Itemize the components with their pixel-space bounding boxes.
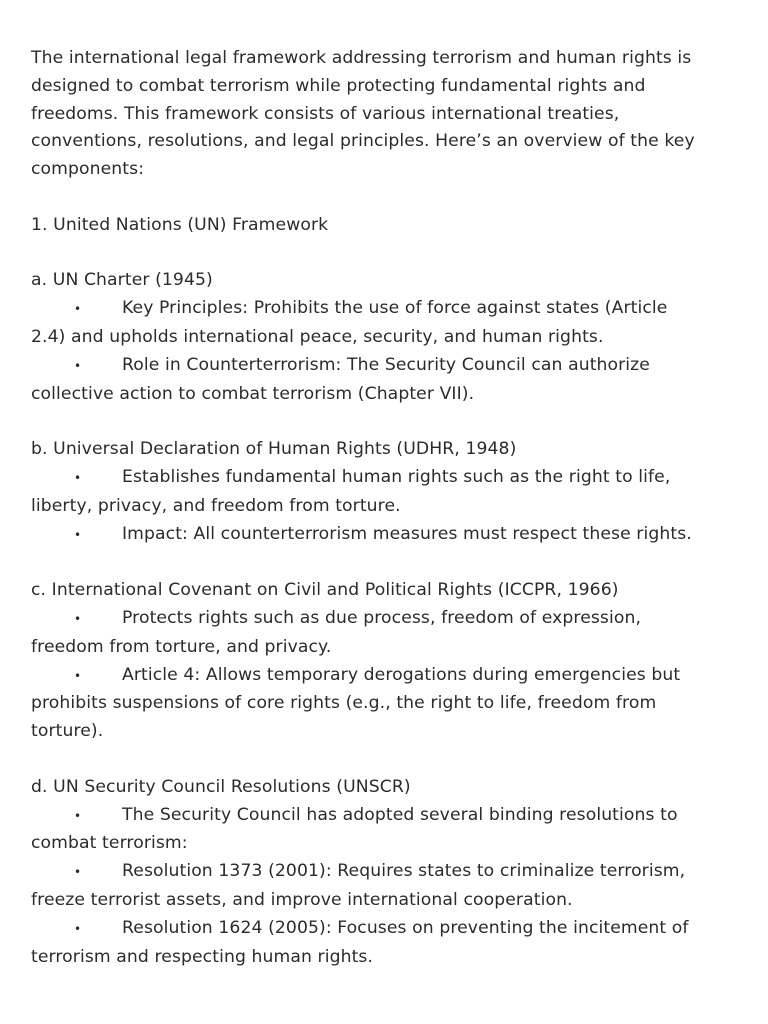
bullet-text: Protects rights such as due process, freedom of expression, xyxy=(122,607,642,628)
spacer xyxy=(31,408,731,436)
bullet-text: Article 4: Allows temporary derogations during emergencies but xyxy=(122,664,681,685)
subsection-iccpr xyxy=(31,577,731,746)
intro-line: designed to combat terrorism while protecting fundamental rights and xyxy=(31,75,646,96)
subsection-heading: c. International Covenant on Civil and Political Rights (ICCPR, 1966) xyxy=(31,580,619,601)
bullet-continuation: combat terrorism: xyxy=(31,833,188,854)
section-heading: 1. United Nations (UN) Framework xyxy=(31,214,329,235)
bullet-text: Establishes fundamental human rights such as the right to life, xyxy=(122,466,671,487)
intro-line: The international legal framework addressing terrorism and human rights is xyxy=(31,48,692,68)
bullet-continuation: freedom from torture, and privacy. xyxy=(31,636,332,657)
bullet-continuation: liberty, privacy, and freedom from torture. xyxy=(31,495,401,516)
bullet-dot: • xyxy=(74,668,82,683)
subsection-heading: d. UN Security Council Resolutions (UNSCR) xyxy=(31,776,411,797)
bullet-dot: • xyxy=(74,470,82,485)
bullet-item xyxy=(31,521,731,550)
bullet-dot: • xyxy=(74,358,82,373)
intro-line: components: xyxy=(31,159,145,180)
subsection-heading: b. Universal Declaration of Human Rights (UDHR, 1948) xyxy=(31,439,517,460)
bullet-continuation: prohibits suspensions of core rights (e.g., the right to life, freedom from xyxy=(31,693,657,714)
document-body xyxy=(31,45,731,971)
subsection-un-charter xyxy=(31,267,731,408)
intro-paragraph xyxy=(31,45,731,184)
bullet-text: The Security Council has adopted several binding resolutions to xyxy=(122,804,678,825)
bullet-continuation: torture). xyxy=(31,721,104,742)
bullet-continuation: 2.4) and upholds international peace, security, and human rights. xyxy=(31,326,604,347)
subsection-unscr xyxy=(31,774,731,972)
spacer xyxy=(31,184,731,212)
bullet-item xyxy=(31,662,731,746)
spacer xyxy=(31,746,731,774)
spacer xyxy=(31,240,731,268)
spacer xyxy=(31,549,731,577)
bullet-dot: • xyxy=(74,921,82,936)
bullet-item xyxy=(31,295,731,352)
bullet-text: Resolution 1624 (2005): Focuses on preventing the incitement of xyxy=(122,917,689,938)
bullet-item xyxy=(31,802,731,859)
bullet-continuation: terrorism and respecting human rights. xyxy=(31,946,374,967)
bullet-continuation: collective action to combat terrorism (Chapter VII). xyxy=(31,383,475,404)
bullet-text: Resolution 1373 (2001): Requires states to criminalize terrorism, xyxy=(122,861,686,882)
intro-line: freedoms. This framework consists of various international treaties, xyxy=(31,103,620,124)
bullet-item xyxy=(31,605,731,662)
subsection-udhr xyxy=(31,436,731,549)
bullet-item xyxy=(31,464,731,521)
intro-line: conventions, resolutions, and legal principles. Here’s an overview of the key xyxy=(31,131,695,152)
bullet-text: Key Principles: Prohibits the use of force against states (Article xyxy=(122,298,668,319)
bullet-item xyxy=(31,915,731,972)
bullet-text: Role in Counterterrorism: The Security Council can authorize xyxy=(122,354,650,375)
bullet-dot: • xyxy=(74,611,82,626)
bullet-dot: • xyxy=(74,865,82,880)
bullet-text: Impact: All counterterrorism measures must respect these rights. xyxy=(122,523,692,544)
bullet-dot: • xyxy=(74,527,82,542)
bullet-dot: • xyxy=(74,808,82,823)
subsection-heading: a. UN Charter (1945) xyxy=(31,270,213,291)
bullet-item xyxy=(31,352,731,409)
bullet-continuation: freeze terrorist assets, and improve international cooperation. xyxy=(31,889,573,910)
bullet-dot: • xyxy=(74,302,82,317)
bullet-item xyxy=(31,858,731,915)
